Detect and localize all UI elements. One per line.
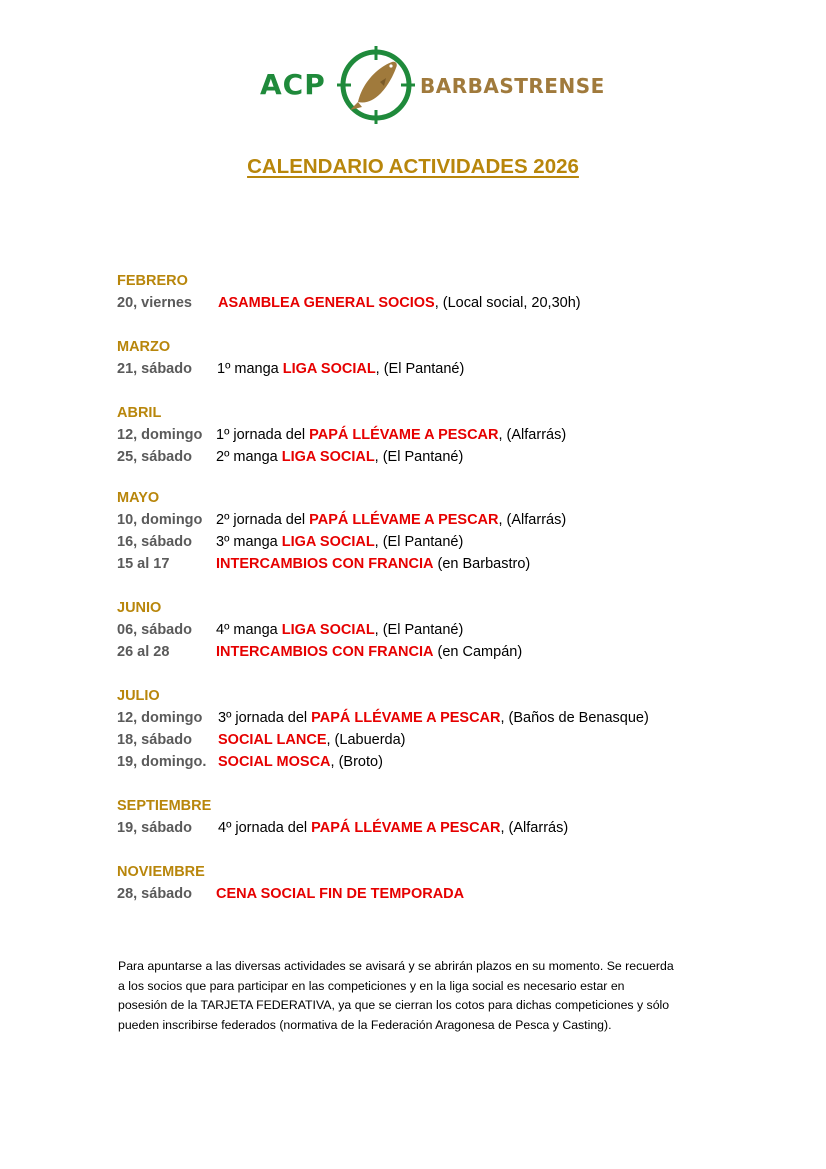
event-suffix: (en Campán) <box>433 644 523 660</box>
event-date: 19, sábado <box>117 820 192 836</box>
event-description <box>216 509 566 531</box>
event-suffix: , (El Pantané) <box>374 534 464 550</box>
event-date: 21, sábado <box>117 361 192 377</box>
event-highlight: CENA SOCIAL FIN DE TEMPORADA <box>216 886 465 902</box>
footer-line: posesión de la TARJETA FEDERATIVA, ya que se cierran los cotos para dichas competiciones y sólo <box>118 998 670 1012</box>
event-prefix: 4º manga <box>216 622 282 638</box>
club-logo <box>258 44 605 126</box>
event-date: 28, sábado <box>117 886 192 902</box>
event-suffix: , (Labuerda) <box>326 732 406 748</box>
event-description <box>216 424 566 446</box>
event-date: 20, viernes <box>117 295 192 311</box>
month-heading: MARZO <box>117 339 171 355</box>
event-highlight: LIGA SOCIAL <box>282 361 376 377</box>
event-suffix: , (El Pantané) <box>374 449 464 465</box>
logo-text-acp: ACP <box>260 68 326 101</box>
footer-line: pueden inscribirse federados (normativa de la Federación Aragonesa de Pesca y Casting). <box>118 1017 612 1032</box>
event-suffix: , (Broto) <box>330 754 383 770</box>
event-highlight: PAPÁ LLÉVAME A PESCAR <box>309 427 499 443</box>
event-row <box>117 707 797 729</box>
event-highlight: LIGA SOCIAL <box>281 449 375 465</box>
event-row <box>117 619 797 641</box>
event-prefix: 2º manga <box>216 449 282 465</box>
event-suffix: , (El Pantané) <box>374 622 464 638</box>
month-heading: FEBRERO <box>117 273 188 289</box>
month-heading: JUNIO <box>117 600 162 616</box>
event-description <box>216 446 463 468</box>
event-date: 12, domingo <box>117 710 203 726</box>
event-highlight: INTERCAMBIOS CON FRANCIA <box>216 644 434 660</box>
footer-line: a los socios que para participar en las competiciones y en la liga social es necesario estar en <box>118 978 625 993</box>
event-date: 26 al 28 <box>117 644 170 660</box>
month-heading: MAYO <box>117 490 160 506</box>
event-suffix: , (Baños de Benasque) <box>500 710 649 726</box>
event-row <box>117 292 797 314</box>
footer-note <box>118 957 718 1035</box>
event-date: 25, sábado <box>117 449 192 465</box>
event-description <box>218 729 406 751</box>
event-row <box>117 446 797 468</box>
event-suffix: , (El Pantané) <box>375 361 465 377</box>
event-highlight: LIGA SOCIAL <box>281 622 375 638</box>
event-suffix: (en Barbastro) <box>433 556 531 572</box>
activity-calendar <box>117 270 797 905</box>
event-suffix: , (Alfarrás) <box>498 427 567 443</box>
event-description <box>216 883 464 905</box>
event-description <box>218 707 649 729</box>
event-row <box>117 358 797 380</box>
event-prefix: 2º jornada del <box>216 512 310 528</box>
event-row <box>117 531 797 553</box>
event-row <box>117 729 797 751</box>
event-description <box>218 751 383 773</box>
event-suffix: , (Local social, 20,30h) <box>434 295 581 311</box>
event-date: 06, sábado <box>117 622 192 638</box>
month-heading: JULIO <box>117 688 160 704</box>
event-highlight: PAPÁ LLÉVAME A PESCAR <box>309 512 499 528</box>
event-row <box>117 817 797 839</box>
event-description <box>216 553 530 575</box>
event-row <box>117 641 797 663</box>
event-row <box>117 751 797 773</box>
event-highlight: SOCIAL LANCE <box>218 732 327 748</box>
event-description <box>216 641 522 663</box>
page-title: CALENDARIO ACTIVIDADES 2026 <box>247 155 579 178</box>
month-heading: ABRIL <box>117 405 162 421</box>
event-row <box>117 883 797 905</box>
event-highlight: SOCIAL MOSCA <box>218 754 331 770</box>
event-date: 15 al 17 <box>117 556 170 572</box>
event-prefix: 1º jornada del <box>216 427 310 443</box>
event-prefix: 3º manga <box>216 534 282 550</box>
event-highlight: INTERCAMBIOS CON FRANCIA <box>216 556 434 572</box>
event-description <box>216 531 463 553</box>
footer-line: Para apuntarse a las diversas actividades se avisará y se abrirán plazos en su momento. Se recuerda <box>118 959 674 973</box>
event-highlight: ASAMBLEA GENERAL SOCIOS <box>218 295 435 311</box>
event-date: 10, domingo <box>117 512 203 528</box>
event-suffix: , (Alfarrás) <box>500 820 569 836</box>
month-heading: SEPTIEMBRE <box>117 798 212 814</box>
event-date: 12, domingo <box>117 427 203 443</box>
event-suffix: , (Alfarrás) <box>498 512 567 528</box>
event-prefix: 4º jornada del <box>218 820 312 836</box>
logo-text-barbastrense: BARBASTRENSE <box>420 74 605 98</box>
event-date: 19, domingo. <box>117 754 207 770</box>
event-description <box>218 292 581 314</box>
event-row <box>117 424 797 446</box>
event-date: 16, sábado <box>117 534 192 550</box>
event-description <box>216 619 463 641</box>
event-description <box>218 817 568 839</box>
event-row <box>117 553 797 575</box>
event-highlight: PAPÁ LLÉVAME A PESCAR <box>311 710 501 726</box>
event-prefix: 3º jornada del <box>218 710 312 726</box>
event-description <box>217 358 464 380</box>
event-highlight: LIGA SOCIAL <box>281 534 375 550</box>
fish-crosshair-emblem-icon <box>336 44 416 126</box>
event-prefix: 1º manga <box>217 361 283 377</box>
event-row <box>117 509 797 531</box>
event-highlight: PAPÁ LLÉVAME A PESCAR <box>311 820 501 836</box>
event-date: 18, sábado <box>117 732 192 748</box>
month-heading: NOVIEMBRE <box>117 864 205 880</box>
